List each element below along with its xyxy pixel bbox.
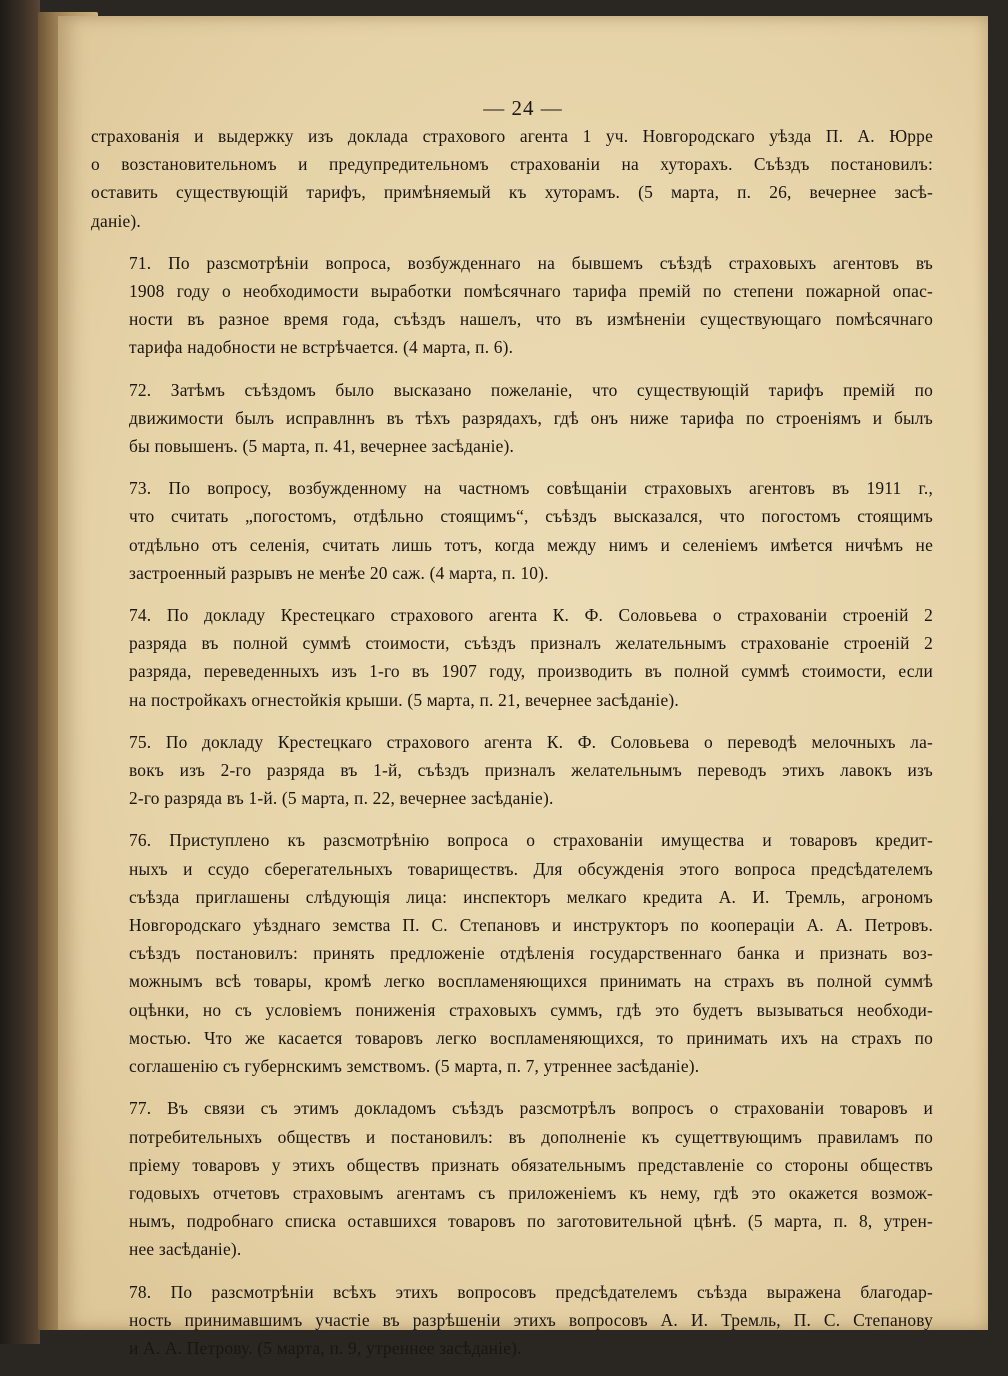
paragraph: [91, 1094, 933, 1263]
text-line: съѣздъ постановилъ: принять предложеніе отдѣленія государственнаго банка и признать воз-: [129, 943, 933, 964]
text-line: можнымъ всѣ товары, кромѣ легко воспламеняющихся принимать на страхъ въ полной суммѣ: [129, 971, 933, 992]
text-line: на постройкахъ огнестойкія крыши. (5 марта, п. 21, вечернее засѣданіе).: [129, 689, 679, 710]
text-line: съѣзда приглашены слѣдующія лица: инспекторъ мелкаго кредита А. И. Тремль, агрономъ: [129, 886, 933, 907]
text-line: мостью. Что же касается товаровъ легко воспламеняющихся, то принимать ихъ на страхъ по: [129, 1027, 933, 1048]
paragraph: [91, 249, 933, 362]
text-line: оставить существующій тарифъ, примѣняемый къ хуторамъ. (5 марта, п. 26, вечернее засѣ-: [91, 182, 933, 203]
text-line: Новгородскаго уѣзднаго земства П. С. Степановъ и инструкторъ по кооперацiи А. А. Петровъ.: [129, 915, 933, 936]
paragraph: [91, 601, 933, 714]
text-line: отдѣльно отъ селенія, считать лишь тотъ, когда между нимъ и селеніемъ имѣется ничѣмъ не: [129, 534, 933, 555]
paragraph: [91, 728, 933, 813]
text-line: потребительныхъ обществъ и постановилъ: въ дополненіе къ сущеттвующимъ правиламъ по: [129, 1126, 933, 1147]
text-line: вокъ изъ 2-го разряда въ 1-й, съѣздъ призналъ желательнымъ переводъ этихъ лавокъ изъ: [129, 760, 933, 781]
page-number: — 24 —: [483, 96, 563, 120]
text-line: бы повышенъ. (5 марта, п. 41, вечернее засѣданіе).: [129, 436, 515, 457]
book-binding: [0, 0, 40, 1344]
text-line: разряда въ полной суммѣ стоимости, съѣздъ призналъ желательнымъ страхованіе строеній 2: [129, 633, 933, 654]
text-line: что считать „погостомъ, отдѣльно стоящимъ“, съѣздъ высказался, что погостомъ стоящимъ: [129, 506, 933, 527]
text-line: 75. По докладу Крестецкаго страхового агента К. Ф. Соловьева о переводѣ мелочныхъ ла-: [129, 731, 933, 752]
paragraph: [91, 826, 933, 1080]
text-line: 71. По разсмотрѣніи вопроса, возбужденнаго на бывшемъ съѣздѣ страховыхъ агентовъ въ: [129, 252, 933, 273]
paragraph: [91, 122, 933, 235]
paragraph: [91, 474, 933, 587]
text-line: ность принимавшимъ участіе въ разрѣшеніи этихъ вопросовъ А. И. Тремль, П. С. Степанову: [129, 1309, 933, 1330]
text-line: движимости былъ исправлннъ въ тѣхъ разрядахъ, гдѣ онъ ниже тарифа по строеніямъ и былъ: [129, 407, 933, 428]
text-line: соглашенію съ губернскимъ земствомъ. (5 марта, п. 7, утреннее засѣданіе).: [129, 1056, 700, 1077]
text-line: нее засѣданіе).: [129, 1239, 242, 1260]
paragraph: [91, 376, 933, 461]
text-line: 73. По вопросу, возбужденному на частномъ совѣщаніи страховыхъ агентовъ въ 1911 г.,: [129, 478, 933, 499]
paragraph: [91, 1278, 933, 1363]
text-line: 72. Затѣмъ съѣздомъ было высказано пожеланіе, что существующій тарифъ премій по: [129, 379, 933, 400]
text-line: застроенный разрывъ не менѣе 20 саж. (4 марта, п. 10).: [129, 562, 549, 583]
text-line: 1908 году о необходимости выработки помѣсячнаго тарифа премій по степени пожарной опас-: [129, 281, 933, 302]
text-line: даніе).: [91, 210, 141, 231]
text-line: и А. А. Петрову. (5 марта, п. 9, утреннее засѣданіе).: [129, 1337, 522, 1358]
text-line: 78. По разсмотрѣніи всѣхъ этихъ вопросовъ предсѣдателемъ съѣзда выражена благодар-: [129, 1281, 933, 1302]
text-line: годовыхъ отчетовъ страховымъ агентамъ съ приложеніемъ къ нему, гдѣ это окажется возмож-: [129, 1182, 933, 1203]
text-line: 76. Приступлено къ разсмотрѣнію вопроса о страхованіи имущества и товаровъ кредит-: [129, 830, 933, 851]
text-line: пріему товаровъ у этихъ обществъ признать обязательнымъ представленіе со стороны обществъ: [129, 1154, 933, 1175]
page-body: [91, 122, 933, 1376]
text-line: страхованія и выдержку изъ доклада страхового агента 1 уч. Новгородскаго уѣзда П. А. Юрре: [91, 126, 933, 146]
text-line: 74. По докладу Крестецкаго страхового агента К. Ф. Соловьева о страхованіи строеній 2: [129, 605, 933, 626]
text-line: оцѣнки, но съ условіемъ пониженія страховыхъ суммъ, гдѣ это будетъ вызываться необходи-: [129, 999, 933, 1020]
text-line: тарифа надобности не встрѣчается. (4 марта, п. 6).: [129, 337, 514, 358]
text-line: 77. Въ связи съ этимъ докладомъ съѣздъ разсмотрѣлъ вопросъ о страхованіи товаровъ и: [129, 1098, 933, 1119]
text-line: о возстановительномъ и предупредительномъ страхованіи на хуторахъ. Съѣздъ постановилъ:: [91, 154, 933, 175]
text-line: 2-го разряда въ 1-й. (5 марта, п. 22, вечернее засѣданіе).: [129, 788, 554, 809]
text-line: разряда, переведенныхъ изъ 1-го въ 1907 году, производить въ полной суммѣ стоимости, если: [129, 661, 933, 682]
text-line: нымъ, подробнаго списка оставшихся товаровъ по заготовительной цѣнѣ. (5 марта, п. 8, утрен-: [129, 1211, 933, 1232]
text-line: ности въ разное время года, съѣздъ нашелъ, что въ измѣненіи существующаго помѣсячнаго: [129, 309, 933, 330]
text-line: ныхъ и ссудо сберегательныхъ товариществъ. Для обсужденія этого вопроса предсѣдателемъ: [129, 858, 933, 879]
